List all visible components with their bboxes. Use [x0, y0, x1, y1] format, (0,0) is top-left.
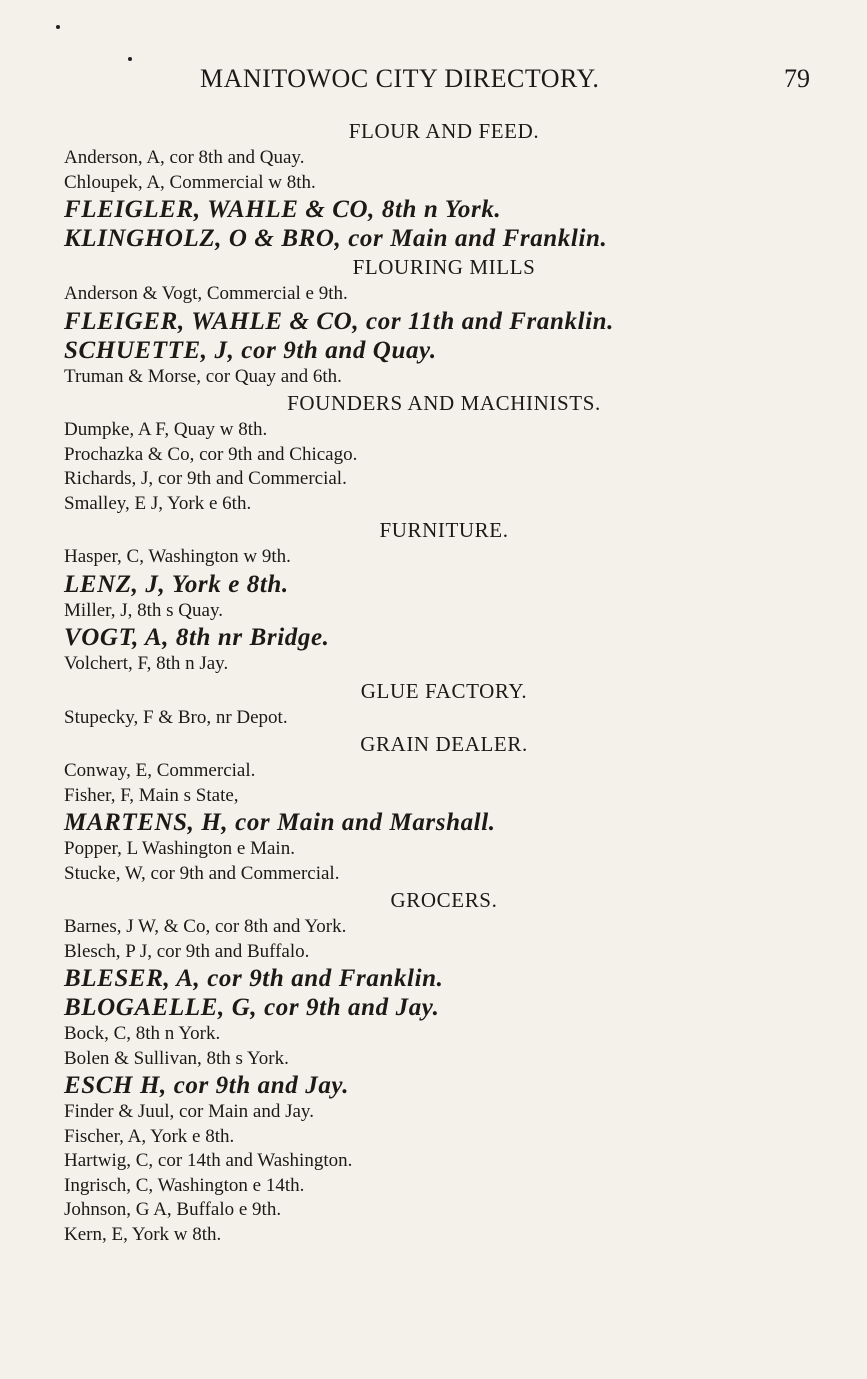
- directory-entry: Finder & Juul, cor Main and Jay.: [64, 1101, 314, 1122]
- page-number: 79: [784, 64, 810, 93]
- directory-entry: Prochazka & Co, cor 9th and Chicago.: [64, 443, 358, 465]
- directory-section: [64, 677, 824, 731]
- directory-section: [64, 886, 824, 1247]
- directory-entry-featured: LENZ, J, York e 8th.: [64, 570, 289, 598]
- directory-section: [64, 730, 824, 886]
- print-speck: [56, 25, 60, 29]
- section-heading: GROCERS.: [390, 888, 498, 912]
- directory-entry: Johnson, G A, Buffalo e 9th.: [64, 1199, 282, 1220]
- directory-entry-featured: BLOGAELLE, G, cor 9th and Jay.: [64, 994, 440, 1021]
- directory-entry: Richards, J, cor 9th and Commercial.: [64, 468, 347, 489]
- directory-entry: Stucke, W, cor 9th and Commercial.: [64, 862, 340, 884]
- directory-entry: Dumpke, A F, Quay w 8th.: [64, 419, 268, 440]
- directory-entry: Miller, J, 8th s Quay.: [64, 599, 223, 621]
- directory-entry-featured: BLESER, A, cor 9th and Franklin.: [64, 965, 444, 992]
- directory-section: [64, 389, 824, 516]
- directory-section: [64, 516, 824, 677]
- directory-entry: Hasper, C, Washington w 9th.: [64, 546, 291, 567]
- directory-entry: Chloupek, A, Commercial w 8th.: [64, 171, 316, 193]
- directory-entry: Stupecky, F & Bro, nr Depot.: [64, 706, 288, 728]
- directory-entry: Fisher, F, Main s State,: [64, 784, 239, 806]
- directory-entry: Blesch, P J, cor 9th and Buffalo.: [64, 940, 310, 962]
- directory-entry-featured: ESCH H, cor 9th and Jay.: [64, 1072, 350, 1099]
- directory-entry-featured: SCHUETTE, J, cor 9th and Quay.: [64, 336, 437, 364]
- directory-entry-featured: KLINGHOLZ, O & BRO, cor Main and Franklin.: [64, 225, 608, 252]
- directory-entry: Bock, C, 8th n York.: [64, 1023, 221, 1044]
- directory-entry: Barnes, J W, & Co, cor 8th and York.: [64, 916, 347, 937]
- directory-entry: Ingrisch, C, Washington e 14th.: [64, 1174, 305, 1196]
- directory-entry: Kern, E, York w 8th.: [64, 1223, 222, 1245]
- section-heading: GLUE FACTORY.: [360, 678, 528, 703]
- section-heading: FLOUR AND FEED.: [348, 119, 540, 143]
- directory-entry: Conway, E, Commercial.: [64, 760, 256, 781]
- running-title: MANITOWOC CITY DIRECTORY.: [200, 64, 600, 93]
- directory-listing: [64, 117, 824, 1247]
- print-speck: [128, 57, 132, 61]
- directory-entry: Bolen & Sullivan, 8th s York.: [64, 1047, 289, 1069]
- directory-section: [64, 117, 824, 253]
- section-heading: FLOURING MILLS: [352, 255, 536, 279]
- directory-entry: Smalley, E J, York e 6th.: [64, 492, 252, 514]
- directory-entry-featured: VOGT, A, 8th nr Bridge.: [64, 624, 330, 651]
- directory-section: [64, 253, 824, 389]
- directory-entry: Fischer, A, York e 8th.: [64, 1125, 235, 1147]
- section-heading: GRAIN DEALER.: [360, 732, 528, 756]
- section-heading: FOUNDERS AND MACHINISTS.: [287, 391, 601, 415]
- directory-entry: Hartwig, C, cor 14th and Washington.: [64, 1150, 353, 1171]
- directory-entry: Popper, L Washington e Main.: [64, 838, 295, 859]
- directory-entry-featured: FLEIGER, WAHLE & CO, cor 11th and Franklin.: [64, 307, 615, 335]
- directory-entry: Anderson, A, cor 8th and Quay.: [64, 147, 305, 168]
- running-head: [0, 64, 867, 96]
- directory-entry-featured: MARTENS, H, cor Main and Marshall.: [64, 809, 496, 836]
- directory-entry-featured: FLEIGLER, WAHLE & CO, 8th n York.: [64, 196, 502, 223]
- directory-entry: Volchert, F, 8th n Jay.: [64, 653, 229, 674]
- directory-entry: Anderson & Vogt, Commercial e 9th.: [64, 283, 348, 304]
- directory-entry: Truman & Morse, cor Quay and 6th.: [64, 365, 342, 387]
- section-heading: FURNITURE.: [379, 518, 509, 542]
